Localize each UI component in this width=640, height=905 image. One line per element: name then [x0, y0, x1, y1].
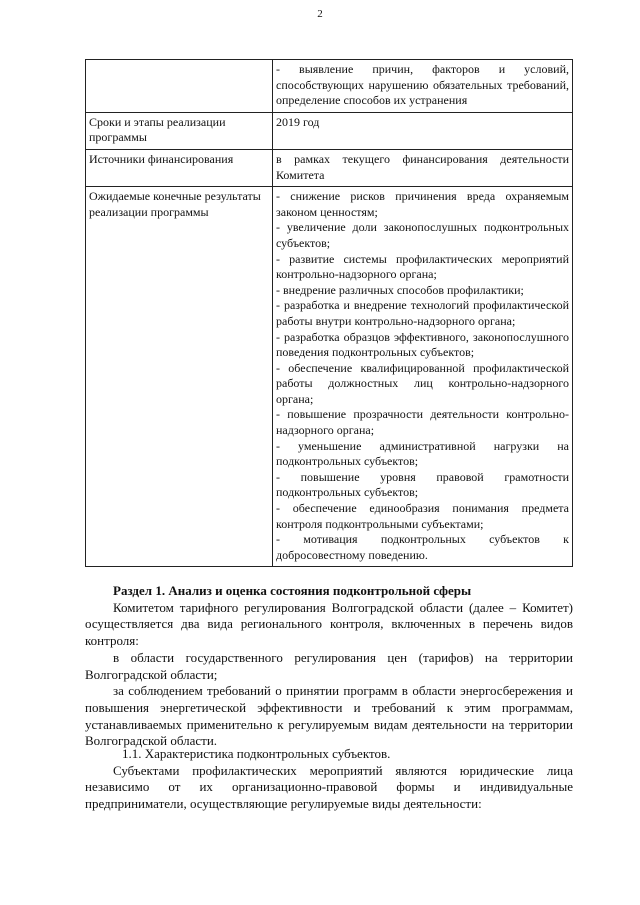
paragraph: в области государственного регулирования цен (тарифов) на территории Волгоградской области; — [85, 649, 573, 682]
table-row — [86, 60, 573, 113]
table-row — [86, 149, 573, 186]
table-cell-value — [273, 187, 573, 567]
subsection-1-1 — [85, 746, 573, 813]
paragraph: Комитетом тарифного регулирования Волгоградской области (далее – Комитет) осуществляется два вида регионального контроля, включенных в перечень видов контроля: — [85, 599, 573, 649]
list-item: - обеспечение квалифицированной профилактической работы должностных лиц контрольно-надзорного органа; — [276, 360, 569, 406]
table-row — [86, 112, 573, 149]
list-item: - обеспечение единообразия понимания предмета контроля подконтрольными субъектами; — [276, 501, 569, 531]
program-passport-table — [85, 59, 573, 567]
list-item: - уменьшение административной нагрузки на подконтрольных субъектов; — [276, 438, 569, 469]
paragraph: за соблюдением требований о принятии программ в области энергосбережения и повышения энергетической эффективности и требований к этим программам, устанавливаемых применительно к регулируемым видам деятельности на территории Волгоградской области. — [85, 683, 573, 749]
list-item: - разработка образцов эффективного, законопослушного поведения подконтрольных субъектов; — [276, 329, 569, 360]
table-cell-label: Ожидаемые конечные результаты реализации программы — [86, 187, 273, 567]
list-item: - повышение прозрачности деятельности контрольно-надзорного органа; — [276, 407, 569, 438]
list-item: - развитие системы профилактических мероприятий контрольно-надзорного органа; — [276, 251, 569, 282]
table-row — [86, 187, 573, 567]
table-cell-label: Сроки и этапы реализации программы — [86, 112, 273, 149]
list-item: - увеличение доли законопослушных подконтрольных субъектов; — [276, 220, 569, 250]
list-item: - повышение уровня правовой грамотности подконтрольных субъектов; — [276, 469, 569, 500]
page-number: 2 — [317, 8, 323, 20]
table-cell-label: Источники финансирования — [86, 149, 273, 186]
list-item: - выявление причин, факторов и условий, способствующих нарушению обязательных требований, определение способов их устранения — [276, 62, 569, 108]
table-cell-value: в рамках текущего финансирования деятельности Комитета — [273, 149, 573, 186]
table-cell-value — [273, 60, 573, 113]
list-item: - снижение рисков причинения вреда охраняемым законом ценностям; — [276, 189, 569, 219]
table-cell-value: 2019 год — [273, 112, 573, 149]
subsection-heading: 1.1. Характеристика подконтрольных субъектов. — [122, 746, 391, 761]
table-cell-empty — [86, 60, 273, 113]
section-heading: Раздел 1. Анализ и оценка состояния подконтрольной сферы — [113, 583, 472, 598]
list-item: - разработка и внедрение технологий профилактической работы внутри контрольно-надзорного органа; — [276, 298, 569, 328]
list-item: - мотивация подконтрольных субъектов к добросовестному поведению. — [276, 532, 569, 562]
paragraph: Субъектами профилактических мероприятий являются юридические лица независимо от их организационно-правовой формы и индивидуальные предприниматели, осуществляющие регулируемые виды деятельности: — [85, 762, 573, 812]
section-1 — [85, 583, 573, 750]
list-item: - внедрение различных способов профилактики; — [276, 282, 524, 297]
